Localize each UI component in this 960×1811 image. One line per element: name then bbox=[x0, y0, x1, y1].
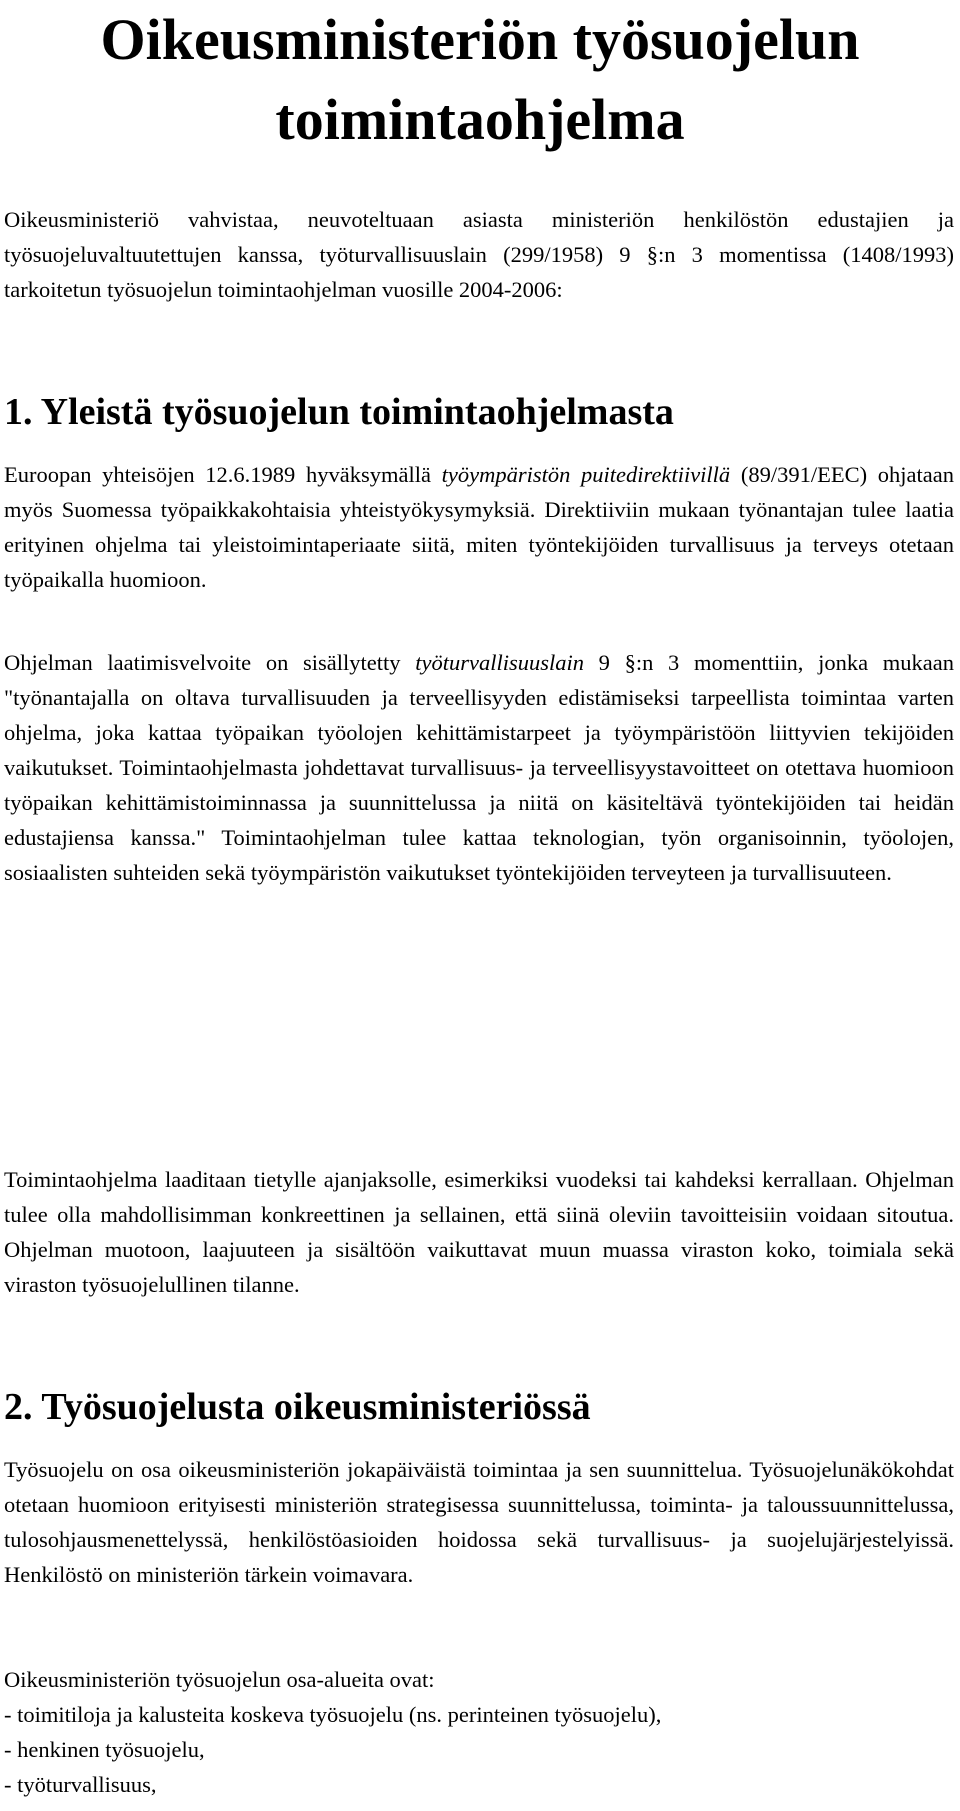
document-title bbox=[0, 0, 960, 160]
areas-list bbox=[4, 1697, 954, 1802]
list-item: - henkinen työsuojelu, bbox=[4, 1737, 205, 1762]
s1p1-italic-term: työympäristön puitedirektiivillä bbox=[441, 462, 731, 487]
s1p1-text-after: (89/391/EEC) ohjataan myös Suomessa työpaikkakohtaisia yhteistyökysymyksiä. Direktiiviin mukaan työnantajan tulee laatia erityinen ohjelma tai yleistoimintaperiaate siitä, miten työntekijöiden turvallisuus ja terveys otetaan työpaikalla huomioon. bbox=[4, 462, 954, 592]
s1p1-text-before: Euroopan yhteisöjen 12.6.1989 hyväksymällä bbox=[4, 462, 442, 487]
section-1-paragraph-1 bbox=[4, 457, 954, 597]
section-2-paragraph-1: Työsuojelu on osa oikeusministeriön jokapäiväistä toimintaa ja sen suunnittelua. Työsuojelunäkökohdat otetaan huomioon erityisesti ministeriön strategisessa suunnittelussa, toiminta- ja taloussuunnittelussa, tulosohjausmenettelyssä, henkilöstöasioiden hoidossa sekä turvallisuus- ja suojelujärjestelyissä. Henkilöstö on ministeriön tärkein voimavara. bbox=[4, 1457, 954, 1587]
section-1-paragraph-3: Toimintaohjelma laaditaan tietylle ajanjaksolle, esimerkiksi vuodeksi tai kahdeksi kerrallaan. Ohjelman tulee olla mahdollisimman konkreettinen ja sellainen, että siinä oleviin tavoitteisiin voidaan sitoutua. Ohjelman muotoon, laajuuteen ja sisältöön vaikuttavat muun muassa viraston koko, toimiala sekä viraston työsuojelullinen tilanne. bbox=[4, 1167, 954, 1297]
section-1-paragraph-2 bbox=[4, 645, 954, 890]
s1p2-text-after: 9 §:n 3 momenttiin, jonka mukaan "työnantajalla on oltava turvallisuuden ja terveellisyyden edistämiseksi tarpeellista toimintaa varten ohjelma, joka kattaa työpaikan työolojen kehittämistarpeet ja työympäristöön liittyvien tekijöiden vaikutukset. Toimintaohjelmasta johdettavat turvallisuus- ja terveellisyystavoitteet on otettava huomioon työpaikan kehittämistoiminnassa ja suunnittelussa ja niitä on käsiteltävä työntekijöiden tai heidän edustajiensa kanssa." Toimintaohjelman tulee kattaa teknologian, työn organisoinnin, työolojen, sosiaalisten suhteiden sekä työympäristön vaikutukset työntekijöiden terveyteen ja turvallisuuteen. bbox=[4, 650, 954, 885]
list-item: - toimitiloja ja kalusteita koskeva työsuojelu (ns. perinteinen työsuojelu), bbox=[4, 1702, 662, 1727]
s1p2-italic-term: työturvallisuuslain bbox=[415, 650, 584, 675]
section-2-heading: 2. Työsuojelusta oikeusministeriössä bbox=[4, 1386, 591, 1428]
s1p2-text-before: Ohjelman laatimisvelvoite on sisällytetty bbox=[4, 650, 416, 675]
intro-paragraph: Oikeusministeriö vahvistaa, neuvoteltuaan asiasta ministeriön henkilöstön edustajien ja työsuojeluvaltuutettujen kanssa, työturvallisuuslain (299/1958) 9 §:n 3 momentissa (1408/1993) tarkoitetun työsuojelun toimintaohjelman vuosille 2004-2006: bbox=[4, 207, 954, 302]
title-line-1: Oikeusministeriön työsuojelun bbox=[100, 7, 860, 72]
title-line-2: toimintaohjelma bbox=[275, 87, 685, 152]
list-item: - työturvallisuus, bbox=[4, 1772, 157, 1797]
areas-intro: Oikeusministeriön työsuojelun osa-alueita ovat: bbox=[4, 1667, 435, 1692]
section-1-heading: 1. Yleistä työsuojelun toimintaohjelmasta bbox=[4, 391, 674, 433]
